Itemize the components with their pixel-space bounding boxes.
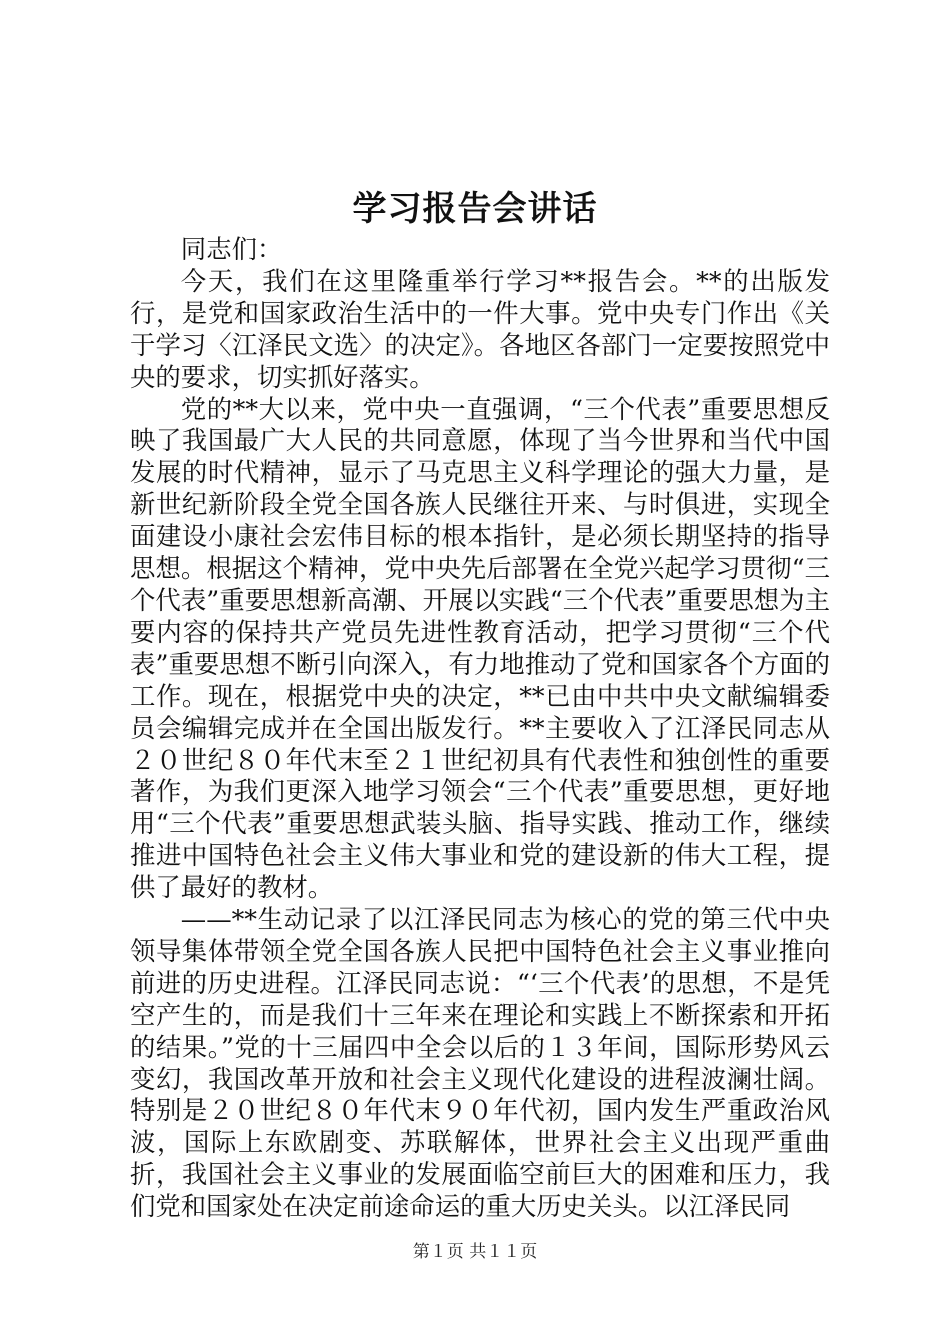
document-body	[130, 234, 830, 1223]
document-title: 学习报告会讲话	[352, 189, 598, 229]
paragraph-1: 今天，我们在这里隆重举行学习**报告会。**的出版发行，是党和国家政治生活中的一件大事。党中央专门作出《关于学习〈江泽民文选〉的决定》。各地区各部门一定要按照党中央的要求，切实抓好落实。	[130, 265, 830, 392]
salutation: 同志们：	[180, 234, 283, 264]
page-footer: 第１页 共１１页	[412, 1242, 538, 1262]
paragraph-2: 党的**大以来，党中央一直强调，“三个代表”重要思想反映了我国最广大人民的共同意愿，体现了当今世界和当代中国发展的时代精神，显示了马克思主义科学理论的强大力量，是新世纪新阶段全党全国各族人民继往开来、与时俱进，实现全面建设小康社会宏伟目标的根本指针，是必须长期坚持的指导思想。根据这个精神，党中央先后部署在全党兴起学习贯彻“三个代表”重要思想新高潮、开展以实践“三个代表”重要思想为主要内容的保持共产党员先进性教育活动，把学习贯彻“三个代表”重要思想不断引向深入，有力地推动了党和国家各个方面的工作。现在，根据党中央的决定，**已由中共中央文献编辑委员会编辑完成并在全国出版发行。**主要收入了江泽民同志从２０世纪８０年代末至２１世纪初具有代表性和独创性的重要著作，为我们更深入地学习领会“三个代表”重要思想，更好地用“三个代表”重要思想武装头脑、指导实践、推动工作，继续推进中国特色社会主义伟大事业和党的建设新的伟大工程，提供了最好的教材。	[130, 393, 830, 903]
paragraph-3: ——**生动记录了以江泽民同志为核心的党的第三代中央领导集体带领全党全国各族人民把中国特色社会主义事业推向前进的历史进程。江泽民同志说：“‘三个代表’的思想，不是凭空产生的，而是我们十三年来在理论和实践上不断探索和开拓的结果。”党的十三届四中全会以后的１３年间，国际形势风云变幻，我国改革开放和社会主义现代化建设的进程波澜壮阔。特别是２０世纪８０年代末９０年代初，国内发生严重政治风波，国际上东欧剧变、苏联解体，世界社会主义出现严重曲折，我国社会主义事业的发展面临空前巨大的困难和压力，我们党和国家处在决定前途命运的重大历史关头。以江泽民同	[130, 904, 830, 1222]
